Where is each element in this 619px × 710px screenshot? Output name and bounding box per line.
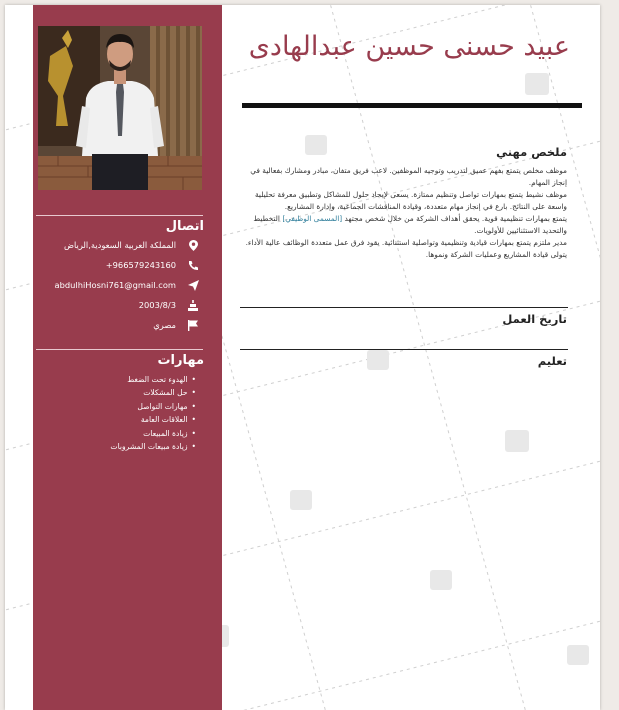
contact-birthdate-text: 2003/8/3 [138, 300, 176, 310]
summary-paragraph: موظف مخلص يتمتع بفهم عميق لتدريب وتوجيه الموظفين. لاعب فريق متفان، مبادر ومشارك بفعالية في إنجاز المهام. [250, 166, 567, 187]
skills-list [46, 373, 196, 453]
summary-paragraph [242, 213, 567, 237]
name-underline [242, 103, 582, 108]
phone-icon [186, 259, 200, 271]
contact-phone-text: +966579243160 [105, 260, 176, 270]
skills-heading: مهارات [157, 353, 204, 368]
main-content [222, 5, 600, 710]
work-history-divider [240, 307, 568, 308]
skill-item: • العلاقات العامة [46, 413, 196, 426]
skills-divider [36, 349, 203, 350]
contact-email [50, 277, 200, 293]
skill-item: • زيادة المبيعات [46, 427, 196, 440]
job-title-placeholder: [المسمى الوظيفي] [282, 214, 343, 223]
contact-nationality [50, 317, 200, 333]
contact-email-text: abdulhiHosni761@gmail.com [54, 280, 176, 290]
contact-heading: اتصال [165, 219, 204, 234]
summary-paragraph: موظف نشيط يتمتع بمهارات تواصل وتنظيم ممتازة. يسعى لإيجاد حلول للمشاكل وتطبيق معرفة تحليلية واسعة على النتائج. بارع في إنجاز مهام متعددة، وقيادة المناقشات الجماعية، وإدارة المشاريع. [254, 190, 567, 211]
summary-heading: ملخص مهني [496, 145, 567, 159]
skill-item: • مهارات التواصل [46, 400, 196, 413]
contact-nationality-text: مصري [153, 320, 176, 330]
contact-location [50, 237, 200, 253]
full-name: عبيد حسنى حسين عبدالهادى [248, 31, 570, 62]
sidebar [33, 5, 222, 710]
education-heading: تعليم [537, 354, 567, 368]
location-pin-icon [186, 239, 200, 251]
summary-text-part: التخطيط والتحديد الاستثنائيين للأولويات. [253, 214, 567, 235]
profile-photo [38, 26, 202, 190]
skill-item: • الهدوء تحت الضغط [46, 373, 196, 386]
flag-icon [186, 319, 200, 331]
education-divider [240, 349, 568, 350]
cake-icon [186, 299, 200, 311]
contact-birthdate [50, 297, 200, 313]
skill-item: • حل المشكلات [46, 386, 196, 399]
skill-item: • زيادة مبيعات المشروبات [46, 440, 196, 453]
summary-paragraph: مدير ملتزم يتمتع بمهارات قيادية وتنظيمية وتواصلية استثنائية. يقود فرق عمل متعددة الوظائف عالية الأداء. يتولى قيادة المشاريع وعمليات الشركة ونموها. [245, 238, 567, 259]
contact-divider [36, 215, 203, 216]
send-icon [186, 279, 200, 291]
summary-text [242, 165, 567, 261]
work-history-heading: تاريخ العمل [502, 312, 567, 326]
summary-text-part: يتمتع بمهارات تنظيمية قوية. يحقق أهداف الشركة من خلال شخص مجتهد [342, 214, 567, 223]
contact-location-text: المملكة العربية السعودية,الرياض [63, 240, 176, 250]
resume-page [5, 5, 600, 710]
contact-phone [50, 257, 200, 273]
